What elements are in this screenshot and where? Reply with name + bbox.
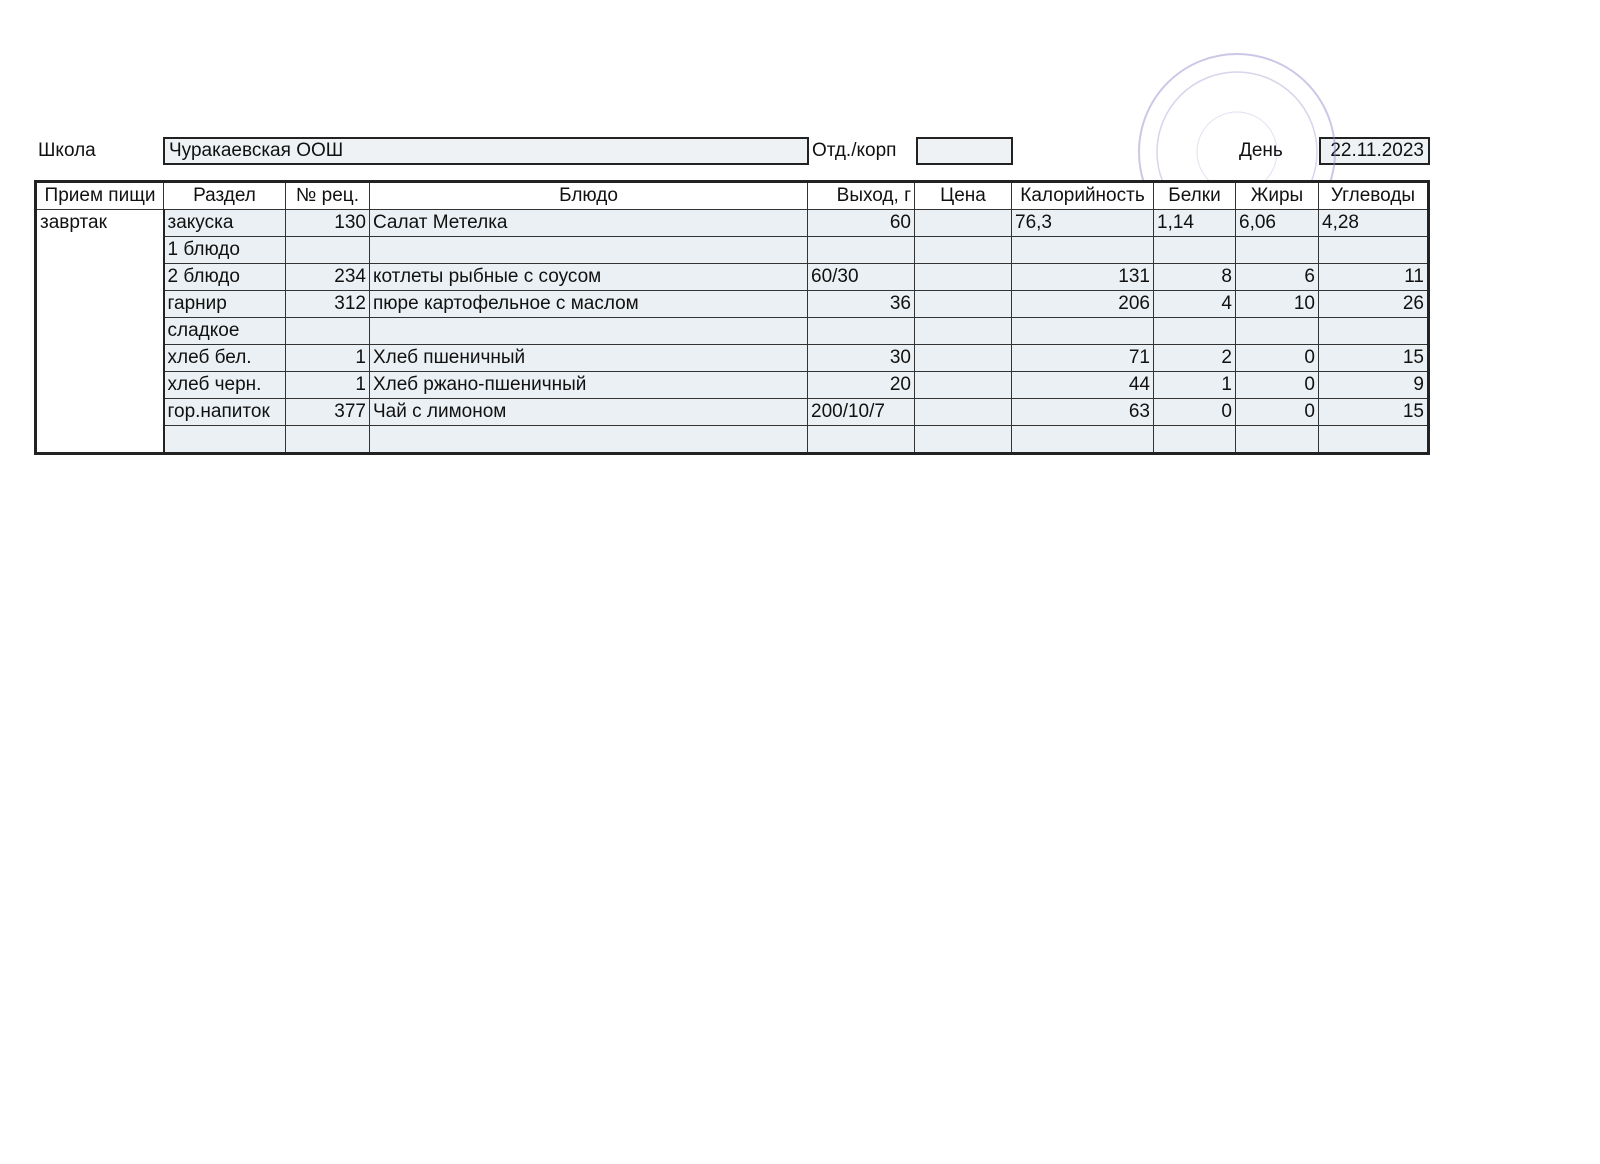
output-cell: 20 [808,372,915,399]
col-header-recipe: № рец. [286,182,370,210]
carbs-cell [1319,426,1429,454]
dish-cell: котлеты рыбные с соусом [370,264,808,291]
output-cell: 36 [808,291,915,318]
section-cell: 1 блюдо [164,237,286,264]
dish-cell: Салат Метелка [370,210,808,237]
recipe-cell [286,237,370,264]
protein-cell: 4 [1154,291,1236,318]
dish-cell [370,318,808,345]
calories-cell: 76,3 [1012,210,1154,237]
calories-cell: 206 [1012,291,1154,318]
menu-table [34,180,1430,455]
carbs-cell [1319,318,1429,345]
price-cell [915,210,1012,237]
day-label: День [1239,140,1283,161]
fat-cell [1236,426,1319,454]
dish-cell [370,426,808,454]
col-header-dish: Блюдо [370,182,808,210]
table-row [36,372,1429,399]
calories-cell [1012,426,1154,454]
price-cell [915,372,1012,399]
fat-cell [1236,318,1319,345]
col-header-calories: Калорийность [1012,182,1154,210]
price-cell [915,291,1012,318]
table-row [36,264,1429,291]
school-name-field[interactable]: Чуракаевская ООШ [163,137,809,165]
department-label: Отд./корп [812,140,897,161]
col-header-carbs: Углеводы [1319,182,1429,210]
dish-cell: Хлеб ржано-пшеничный [370,372,808,399]
table-row [36,345,1429,372]
protein-cell: 8 [1154,264,1236,291]
carbs-cell: 15 [1319,399,1429,426]
section-cell: гарнир [164,291,286,318]
day-field[interactable]: 22.11.2023 [1319,137,1430,165]
section-cell: гор.напиток [164,399,286,426]
section-cell [164,426,286,454]
recipe-cell: 1 [286,372,370,399]
fat-cell: 10 [1236,291,1319,318]
price-cell [915,399,1012,426]
price-cell [915,318,1012,345]
recipe-cell: 130 [286,210,370,237]
table-row [36,426,1429,454]
protein-cell: 0 [1154,399,1236,426]
price-cell [915,237,1012,264]
protein-cell [1154,237,1236,264]
col-header-output: Выход, г [808,182,915,210]
price-cell [915,426,1012,454]
protein-cell: 1,14 [1154,210,1236,237]
table-row [36,210,1429,237]
col-header-protein: Белки [1154,182,1236,210]
col-header-section: Раздел [164,182,286,210]
section-cell: закуска [164,210,286,237]
dish-cell: Хлеб пшеничный [370,345,808,372]
department-field[interactable] [916,137,1013,165]
table-row [36,237,1429,264]
table-header-row [36,182,1429,210]
protein-cell [1154,426,1236,454]
table-row [36,318,1429,345]
output-cell: 30 [808,345,915,372]
recipe-cell: 377 [286,399,370,426]
fat-cell [1236,237,1319,264]
output-cell: 60 [808,210,915,237]
carbs-cell [1319,237,1429,264]
fat-cell: 0 [1236,345,1319,372]
price-cell [915,345,1012,372]
price-cell [915,264,1012,291]
carbs-cell: 9 [1319,372,1429,399]
section-cell: хлеб бел. [164,345,286,372]
dish-cell: Чай с лимоном [370,399,808,426]
col-header-meal: Прием пищи [36,182,164,210]
fat-cell: 0 [1236,399,1319,426]
protein-cell: 2 [1154,345,1236,372]
recipe-cell: 234 [286,264,370,291]
output-cell [808,426,915,454]
output-cell [808,318,915,345]
dish-cell [370,237,808,264]
carbs-cell: 4,28 [1319,210,1429,237]
section-cell: сладкое [164,318,286,345]
calories-cell: 44 [1012,372,1154,399]
output-cell: 200/10/7 [808,399,915,426]
protein-cell: 1 [1154,372,1236,399]
output-cell [808,237,915,264]
recipe-cell [286,426,370,454]
carbs-cell: 11 [1319,264,1429,291]
fat-cell: 0 [1236,372,1319,399]
col-header-price: Цена [915,182,1012,210]
carbs-cell: 15 [1319,345,1429,372]
section-cell: хлеб черн. [164,372,286,399]
table-row [36,399,1429,426]
recipe-cell [286,318,370,345]
dish-cell: пюре картофельное с маслом [370,291,808,318]
fat-cell: 6 [1236,264,1319,291]
meal-cell: завртак [36,210,164,454]
section-cell: 2 блюдо [164,264,286,291]
fat-cell: 6,06 [1236,210,1319,237]
protein-cell [1154,318,1236,345]
calories-cell [1012,318,1154,345]
calories-cell: 63 [1012,399,1154,426]
calories-cell: 131 [1012,264,1154,291]
table-row [36,291,1429,318]
output-cell: 60/30 [808,264,915,291]
carbs-cell: 26 [1319,291,1429,318]
col-header-fat: Жиры [1236,182,1319,210]
calories-cell: 71 [1012,345,1154,372]
school-label: Школа [38,140,96,161]
recipe-cell: 312 [286,291,370,318]
recipe-cell: 1 [286,345,370,372]
calories-cell [1012,237,1154,264]
